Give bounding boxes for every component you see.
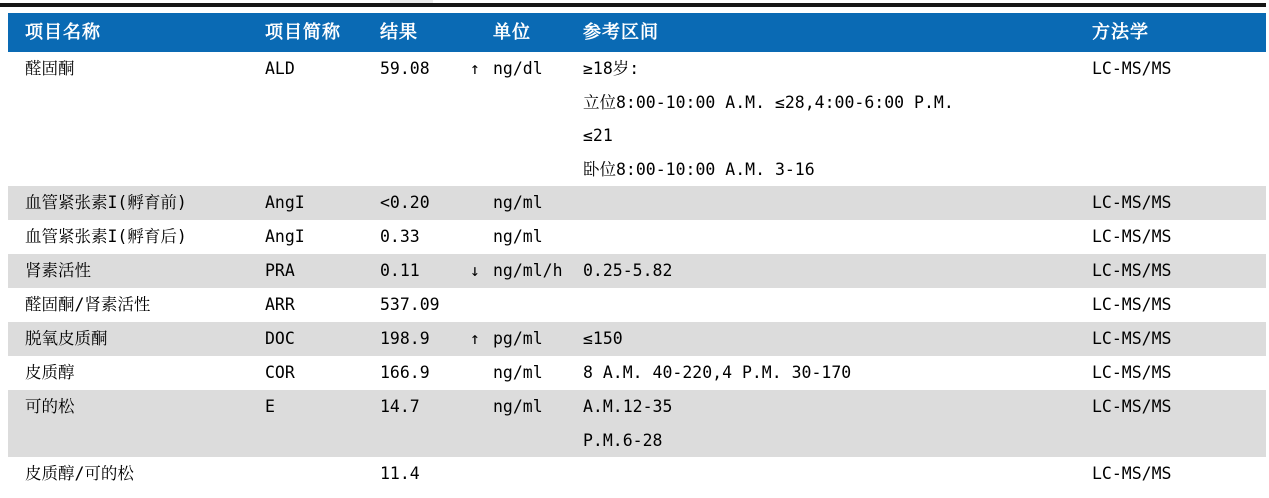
abnormal-flag-arrow-icon: ↑ — [470, 59, 480, 78]
method-cell: LC-MS/MS — [1092, 329, 1172, 348]
column-header-item-abbr: 项目简称 — [265, 22, 341, 42]
item-name-cell: 醛固酮 — [25, 59, 75, 78]
ref-range-line: 立位8:00-10:00 A.M. ≤28,4:00-6:00 P.M. — [583, 92, 954, 112]
item-abbr-cell: COR — [265, 363, 295, 382]
item-name-cell: 皮质醇/可的松 — [25, 464, 134, 483]
column-header-method: 方法学 — [1092, 22, 1149, 42]
table-row — [8, 186, 1266, 220]
ref-cell — [583, 356, 1088, 390]
item-abbr-cell: AngI — [265, 227, 305, 246]
item-name-cell: 醛固酮/肾素活性 — [25, 295, 151, 314]
method-cell: LC-MS/MS — [1092, 261, 1172, 280]
lab-results-table — [8, 13, 1266, 498]
result-cell: 0.11 — [380, 261, 420, 280]
table-body — [8, 52, 1266, 498]
unit-cell: ng/ml/h — [493, 261, 563, 280]
ref-cell — [583, 52, 1088, 186]
method-cell: LC-MS/MS — [1092, 59, 1172, 78]
table-header-row — [8, 13, 1266, 52]
ref-range-line: P.M.6-28 — [583, 430, 663, 450]
item-abbr-cell: PRA — [265, 261, 295, 280]
top-divider-rule — [0, 3, 1266, 7]
result-cell: 198.9 — [380, 329, 430, 348]
column-header-result: 结果 — [380, 22, 418, 42]
unit-cell: ng/ml — [493, 363, 543, 382]
ref-range-line: A.M.12-35 — [583, 397, 673, 416]
table-row — [8, 220, 1266, 254]
column-header-unit: 单位 — [493, 22, 531, 42]
unit-cell: pg/ml — [493, 329, 543, 348]
unit-cell: ng/ml — [493, 397, 543, 416]
result-cell: 537.09 — [380, 295, 440, 314]
table-row — [8, 390, 1266, 457]
abnormal-flag-arrow-icon: ↓ — [470, 261, 480, 280]
ref-range-line: 0.25-5.82 — [583, 261, 673, 280]
item-name-cell: 肾素活性 — [25, 261, 91, 280]
item-abbr-cell: ARR — [265, 295, 295, 314]
unit-cell: ng/ml — [493, 227, 543, 246]
column-header-item-name: 项目名称 — [25, 22, 101, 42]
result-cell: <0.20 — [380, 193, 430, 212]
result-cell: 14.7 — [380, 397, 420, 416]
item-abbr-cell: ALD — [265, 59, 295, 78]
result-cell: 166.9 — [380, 363, 430, 382]
item-abbr-cell: E — [265, 397, 275, 416]
ref-range-line: 卧位8:00-10:00 A.M. 3-16 — [583, 159, 815, 179]
result-cell: 0.33 — [380, 227, 420, 246]
ref-range-line: ≥18岁: — [583, 59, 640, 78]
ref-range-line: ≤150 — [583, 329, 623, 348]
method-cell: LC-MS/MS — [1092, 295, 1172, 314]
item-name-cell: 可的松 — [25, 397, 75, 416]
item-name-cell: 皮质醇 — [25, 363, 75, 382]
table-row — [8, 254, 1266, 288]
method-cell: LC-MS/MS — [1092, 227, 1172, 246]
method-cell: LC-MS/MS — [1092, 464, 1172, 483]
result-cell: 11.4 — [380, 464, 420, 483]
method-cell: LC-MS/MS — [1092, 193, 1172, 212]
method-cell: LC-MS/MS — [1092, 397, 1172, 416]
ref-range-line: ≤21 — [583, 126, 613, 145]
item-abbr-cell: DOC — [265, 329, 295, 348]
unit-cell: ng/dl — [493, 59, 543, 78]
table-row — [8, 288, 1266, 322]
unit-cell: ng/ml — [493, 193, 543, 212]
table-row — [8, 356, 1266, 390]
item-name-cell: 脱氧皮质酮 — [25, 329, 108, 348]
ref-range-line: 8 A.M. 40-220,4 P.M. 30-170 — [583, 363, 852, 382]
ref-cell — [583, 322, 1088, 356]
item-abbr-cell: AngI — [265, 193, 305, 212]
abnormal-flag-arrow-icon: ↑ — [470, 329, 480, 348]
result-cell: 59.08 — [380, 59, 430, 78]
table-row — [8, 322, 1266, 356]
column-header-ref-range: 参考区间 — [583, 22, 659, 42]
table-row — [8, 457, 1266, 498]
table-row — [8, 52, 1266, 186]
ref-cell — [583, 390, 1088, 457]
ref-cell — [583, 254, 1088, 288]
item-name-cell: 血管紧张素I(孵育前) — [25, 193, 187, 212]
method-cell: LC-MS/MS — [1092, 363, 1172, 382]
item-name-cell: 血管紧张素I(孵育后) — [25, 227, 187, 246]
